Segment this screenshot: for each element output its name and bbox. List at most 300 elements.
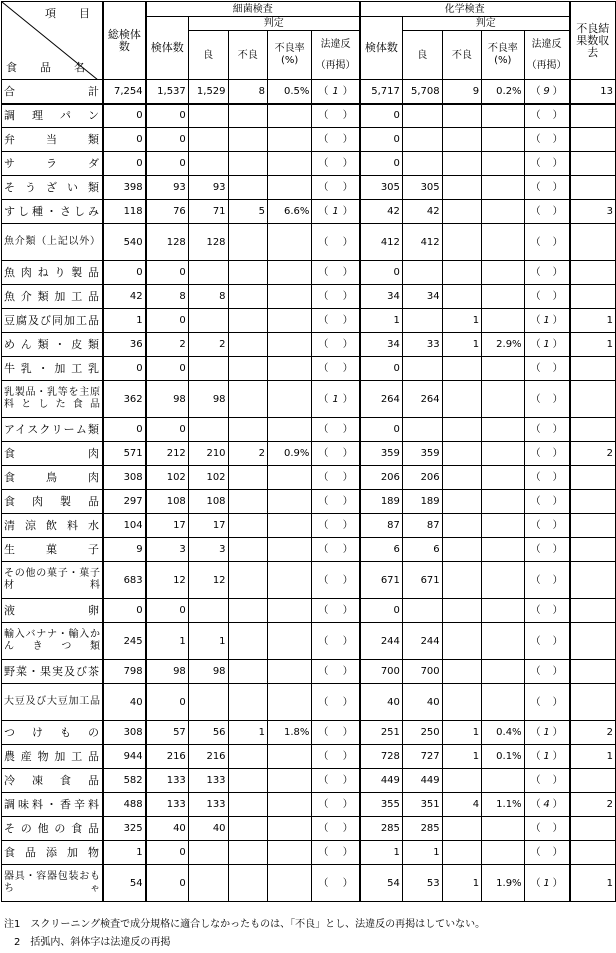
food-name: 調味料・香辛料 — [2, 793, 104, 817]
table-row — [2, 381, 616, 418]
total-label: 合計 — [2, 80, 104, 104]
result-cell: 1 — [570, 309, 616, 333]
c-bad-cell — [442, 285, 481, 309]
b-n-cell: 0 — [146, 128, 189, 152]
paren-wrapper: （ ） — [530, 236, 563, 248]
b-n-cell: 0 — [146, 104, 189, 128]
b-rate-cell — [267, 285, 311, 309]
c-bad-cell — [442, 538, 481, 562]
c-viol-cell — [524, 562, 570, 599]
c-viol-cell — [524, 152, 570, 176]
c-good-cell: 351 — [402, 793, 442, 817]
total-c-n: 5,717 — [360, 80, 403, 104]
result-cell — [570, 224, 616, 261]
b-bad-cell — [228, 466, 267, 490]
table-row — [2, 261, 616, 285]
c-bad-cell — [442, 442, 481, 466]
table-row — [2, 660, 616, 684]
total-cell: 0 — [103, 261, 146, 285]
b-viol-cell — [312, 817, 360, 841]
paren-wrapper: （ ） — [530, 291, 563, 302]
result-cell — [570, 817, 616, 841]
c-bad-cell: 1 — [442, 865, 481, 902]
b-viol-cell — [312, 152, 360, 176]
table-row — [2, 152, 616, 176]
total-cell: 54 — [103, 865, 146, 902]
c-n-cell: 1 — [360, 841, 403, 865]
footnotes — [4, 916, 485, 952]
b-good-cell — [188, 841, 228, 865]
c-n-cell: 700 — [360, 660, 403, 684]
c-n-cell: 1 — [360, 309, 403, 333]
b-good-cell — [188, 684, 228, 721]
c-good-cell — [402, 599, 442, 623]
b-viol-cell — [312, 285, 360, 309]
c-good-cell: 53 — [402, 865, 442, 902]
table-row — [2, 865, 616, 902]
total-cell: 40 — [103, 684, 146, 721]
c-bad-cell: 1 — [442, 721, 481, 745]
paren-wrapper: （ ） — [318, 110, 353, 122]
bacteria-good-header: 良 — [188, 31, 228, 80]
b-n-cell: 0 — [146, 684, 189, 721]
b-viol-cell — [312, 466, 360, 490]
c-bad-cell — [442, 841, 481, 865]
c-viol-cell — [524, 466, 570, 490]
b-good-cell — [188, 418, 228, 442]
bacteria-judgement-header: 判定 — [188, 17, 359, 31]
paren-wrapper: （ ） — [530, 424, 563, 435]
table-row — [2, 285, 616, 309]
c-viol-cell — [524, 660, 570, 684]
b-good-cell: 216 — [188, 745, 228, 769]
c-good-cell: 671 — [402, 562, 442, 599]
b-n-cell: 0 — [146, 357, 189, 381]
c-bad-cell — [442, 817, 481, 841]
result-cell — [570, 684, 616, 721]
total-b-viol-value: 1 — [332, 85, 339, 97]
chemical-rate-header: 不良率(%) — [482, 31, 525, 80]
result-cell — [570, 769, 616, 793]
b-n-cell: 133 — [146, 769, 189, 793]
total-cell: 308 — [103, 466, 146, 490]
b-good-cell: 17 — [188, 514, 228, 538]
footnote-1: 注1 スクリーニング検査で成分規格に適合しなかったものは、「不良」とし、法違反の再掲はしていない。 — [4, 919, 486, 930]
paren-wrapper: （ ） — [530, 775, 563, 786]
c-rate-cell — [482, 490, 525, 514]
b-bad-cell — [228, 769, 267, 793]
total-cell: 0 — [103, 104, 146, 128]
paren-wrapper: （ 1 ） — [318, 393, 353, 405]
b-rate-cell: 6.6% — [267, 200, 311, 224]
food-name: 器具・容器包装おもちゃ — [2, 865, 104, 902]
paren-wrapper: （ ） — [318, 158, 353, 169]
corner-item-label: 項 目 — [45, 7, 96, 20]
violation-count: 1 — [543, 727, 550, 738]
c-n-cell: 285 — [360, 817, 403, 841]
c-viol-cell — [524, 104, 570, 128]
b-viol-cell — [312, 599, 360, 623]
b-rate-cell — [267, 660, 311, 684]
b-good-cell: 102 — [188, 466, 228, 490]
c-rate-cell: 1.9% — [482, 865, 525, 902]
paren-wrapper: （ ） — [530, 267, 563, 278]
food-name: すし種・さしみ — [2, 200, 104, 224]
c-bad-cell — [442, 599, 481, 623]
total-cell: 0 — [103, 152, 146, 176]
b-n-cell: 2 — [146, 333, 189, 357]
table-row — [2, 357, 616, 381]
corner-header-cell — [2, 2, 104, 80]
bacteria-group-header: 細菌検査 — [146, 2, 360, 17]
c-rate-cell — [482, 285, 525, 309]
b-viol-cell — [312, 490, 360, 514]
b-good-cell — [188, 261, 228, 285]
c-rate-cell — [482, 841, 525, 865]
c-n-cell: 359 — [360, 442, 403, 466]
b-n-cell: 98 — [146, 660, 189, 684]
b-viol-cell — [312, 769, 360, 793]
b-viol-cell — [312, 623, 360, 660]
food-name: つけもの — [2, 721, 104, 745]
c-good-cell: 40 — [402, 684, 442, 721]
c-good-cell: 33 — [402, 333, 442, 357]
b-rate-cell — [267, 490, 311, 514]
paren-wrapper: （ ） — [530, 472, 563, 483]
table-row — [2, 538, 616, 562]
violation-count: 1 — [332, 206, 339, 217]
table-row — [2, 562, 616, 599]
result-cell — [570, 104, 616, 128]
total-c-viol-value: 9 — [543, 85, 550, 97]
c-viol-cell — [524, 261, 570, 285]
food-name: 牛乳・加工乳 — [2, 357, 104, 381]
table-row — [2, 309, 616, 333]
b-good-cell: 3 — [188, 538, 228, 562]
total-cell: 540 — [103, 224, 146, 261]
paren-wrapper: （ ） — [530, 158, 563, 169]
c-n-cell: 42 — [360, 200, 403, 224]
table-row — [2, 623, 616, 660]
chemical-inspected-header: 検体数 — [360, 17, 403, 80]
c-n-cell: 0 — [360, 261, 403, 285]
c-n-cell: 206 — [360, 466, 403, 490]
c-viol-cell — [524, 309, 570, 333]
food-name: 液卵 — [2, 599, 104, 623]
c-viol-cell — [524, 285, 570, 309]
b-good-cell — [188, 128, 228, 152]
b-rate-cell — [267, 152, 311, 176]
c-bad-cell — [442, 660, 481, 684]
chemical-judgement-header: 判定 — [402, 17, 569, 31]
c-good-cell — [402, 152, 442, 176]
c-good-cell — [402, 128, 442, 152]
b-bad-cell — [228, 418, 267, 442]
b-bad-cell — [228, 104, 267, 128]
b-good-cell — [188, 152, 228, 176]
chemical-violation-label: 法違反 — [531, 39, 562, 50]
total-cell: 398 — [103, 176, 146, 200]
total-cell: 325 — [103, 817, 146, 841]
food-name: 乳製品・乳等を主原料とした食品 — [2, 381, 104, 418]
b-viol-cell — [312, 418, 360, 442]
c-viol-cell — [524, 538, 570, 562]
c-good-cell — [402, 309, 442, 333]
b-rate-cell — [267, 381, 311, 418]
food-name: その他の食品 — [2, 817, 104, 841]
paren-wrapper: （ ） — [318, 799, 353, 810]
total-cell: 362 — [103, 381, 146, 418]
b-rate-cell — [267, 769, 311, 793]
violation-count: 1 — [543, 339, 550, 350]
c-n-cell: 87 — [360, 514, 403, 538]
total-cell: 0 — [103, 418, 146, 442]
c-bad-cell — [442, 514, 481, 538]
c-rate-cell — [482, 261, 525, 285]
food-name: 食鳥肉 — [2, 466, 104, 490]
paren-wrapper: （ ） — [318, 472, 353, 483]
total-b-rate: 0.5% — [267, 80, 311, 104]
food-name: 生菓子 — [2, 538, 104, 562]
result-cell — [570, 418, 616, 442]
b-bad-cell — [228, 684, 267, 721]
c-good-cell: 285 — [402, 817, 442, 841]
c-n-cell: 355 — [360, 793, 403, 817]
result-cell — [570, 490, 616, 514]
b-good-cell: 40 — [188, 817, 228, 841]
total-cell: 798 — [103, 660, 146, 684]
b-bad-cell — [228, 490, 267, 514]
b-n-cell: 8 — [146, 285, 189, 309]
c-bad-cell: 1 — [442, 745, 481, 769]
paren-wrapper: （ ） — [318, 635, 353, 647]
b-good-cell: 210 — [188, 442, 228, 466]
b-rate-cell — [267, 745, 311, 769]
c-bad-cell: 1 — [442, 333, 481, 357]
b-viol-cell — [312, 745, 360, 769]
paren-wrapper: （ ） — [318, 727, 353, 738]
paren-wrapper: （ ） — [530, 134, 563, 145]
b-rate-cell — [267, 684, 311, 721]
c-viol-cell — [524, 333, 570, 357]
total-row — [2, 80, 616, 104]
c-n-cell: 449 — [360, 769, 403, 793]
b-good-cell: 12 — [188, 562, 228, 599]
c-rate-cell — [482, 769, 525, 793]
paren-wrapper: （ ） — [318, 291, 353, 302]
paren-wrapper: （ ） — [530, 544, 563, 555]
bacteria-violation-label: 法違反 — [320, 39, 351, 50]
paren-wrapper: （ ） — [318, 315, 353, 326]
c-rate-cell — [482, 623, 525, 660]
b-rate-cell — [267, 514, 311, 538]
table-row — [2, 466, 616, 490]
table-row — [2, 490, 616, 514]
b-viol-cell — [312, 309, 360, 333]
chemical-repost-label: （再掲） — [526, 60, 567, 71]
b-n-cell: 93 — [146, 176, 189, 200]
table-row — [2, 200, 616, 224]
b-bad-cell — [228, 817, 267, 841]
table-row — [2, 418, 616, 442]
b-viol-cell — [312, 128, 360, 152]
c-n-cell: 189 — [360, 490, 403, 514]
food-name: 食肉製品 — [2, 490, 104, 514]
b-n-cell: 0 — [146, 261, 189, 285]
total-cell: 104 — [103, 514, 146, 538]
result-cell — [570, 176, 616, 200]
total-c-bad: 9 — [442, 80, 481, 104]
table-row — [2, 841, 616, 865]
food-name: 大豆及び大豆加工品 — [2, 684, 104, 721]
c-n-cell: 305 — [360, 176, 403, 200]
c-good-cell: 305 — [402, 176, 442, 200]
result-cell: 2 — [570, 442, 616, 466]
c-n-cell: 0 — [360, 152, 403, 176]
c-rate-cell — [482, 309, 525, 333]
c-good-cell: 250 — [402, 721, 442, 745]
b-bad-cell: 5 — [228, 200, 267, 224]
b-rate-cell — [267, 538, 311, 562]
b-good-cell: 108 — [188, 490, 228, 514]
b-n-cell: 102 — [146, 466, 189, 490]
bacteria-inspected-header: 検体数 — [146, 17, 189, 80]
b-bad-cell — [228, 660, 267, 684]
food-name: その他の菓子・菓子材料 — [2, 562, 104, 599]
table-row — [2, 442, 616, 466]
c-good-cell — [402, 357, 442, 381]
c-bad-cell — [442, 490, 481, 514]
c-bad-cell — [442, 224, 481, 261]
result-cell: 2 — [570, 793, 616, 817]
b-n-cell: 133 — [146, 793, 189, 817]
b-n-cell: 3 — [146, 538, 189, 562]
c-good-cell: 449 — [402, 769, 442, 793]
c-viol-cell — [524, 224, 570, 261]
b-bad-cell — [228, 381, 267, 418]
c-viol-cell — [524, 442, 570, 466]
c-n-cell: 0 — [360, 128, 403, 152]
paren-wrapper: （ 1 ） — [530, 727, 563, 738]
paren-wrapper: （ ） — [318, 666, 353, 677]
paren-wrapper: （ ） — [318, 520, 353, 531]
c-rate-cell — [482, 357, 525, 381]
c-bad-cell — [442, 466, 481, 490]
table-row — [2, 745, 616, 769]
c-good-cell — [402, 261, 442, 285]
b-viol-cell — [312, 381, 360, 418]
b-bad-cell — [228, 745, 267, 769]
b-n-cell: 40 — [146, 817, 189, 841]
c-rate-cell — [482, 200, 525, 224]
violation-count: 1 — [332, 393, 339, 405]
b-bad-cell — [228, 562, 267, 599]
table-row — [2, 104, 616, 128]
c-rate-cell — [482, 224, 525, 261]
c-viol-cell — [524, 418, 570, 442]
c-bad-cell — [442, 381, 481, 418]
table-row — [2, 817, 616, 841]
c-viol-cell — [524, 623, 570, 660]
b-bad-cell: 1 — [228, 721, 267, 745]
paren-wrapper: （ ） — [530, 393, 563, 405]
paren-wrapper: （ ） — [318, 751, 353, 762]
food-name: 豆腐及び同加工品 — [2, 309, 104, 333]
b-good-cell: 93 — [188, 176, 228, 200]
paren-wrapper: （ 1 ） — [530, 339, 563, 350]
c-good-cell — [402, 104, 442, 128]
food-name: そうざい類 — [2, 176, 104, 200]
total-cell: 36 — [103, 333, 146, 357]
c-good-cell: 412 — [402, 224, 442, 261]
b-n-cell: 0 — [146, 841, 189, 865]
c-viol-cell — [524, 200, 570, 224]
paren-wrapper: （ ） — [318, 823, 353, 834]
c-n-cell: 34 — [360, 333, 403, 357]
paren-wrapper: （ ） — [530, 605, 563, 616]
c-good-cell: 1 — [402, 841, 442, 865]
b-good-cell — [188, 357, 228, 381]
b-viol-cell — [312, 538, 360, 562]
table-row — [2, 684, 616, 721]
paren-wrapper: （ ） — [318, 134, 353, 145]
c-good-cell: 206 — [402, 466, 442, 490]
c-viol-cell — [524, 865, 570, 902]
b-n-cell: 216 — [146, 745, 189, 769]
table-row — [2, 224, 616, 261]
paren-wrapper: （ 1 ） — [530, 877, 563, 889]
c-good-cell: 244 — [402, 623, 442, 660]
c-rate-cell — [482, 381, 525, 418]
c-bad-cell — [442, 562, 481, 599]
paren-wrapper: （ ） — [318, 544, 353, 555]
c-rate-cell — [482, 442, 525, 466]
paren-wrapper: （ 1 ） — [530, 315, 563, 326]
result-cell — [570, 660, 616, 684]
c-rate-cell — [482, 817, 525, 841]
b-rate-cell — [267, 128, 311, 152]
b-viol-cell — [312, 224, 360, 261]
b-bad-cell — [228, 599, 267, 623]
c-n-cell: 6 — [360, 538, 403, 562]
c-bad-cell — [442, 418, 481, 442]
c-n-cell: 251 — [360, 721, 403, 745]
c-rate-cell — [482, 599, 525, 623]
table-row — [2, 128, 616, 152]
b-rate-cell — [267, 793, 311, 817]
total-cell: 0 — [103, 599, 146, 623]
b-n-cell: 0 — [146, 152, 189, 176]
paren-wrapper: （ ） — [318, 574, 353, 586]
c-viol-cell — [524, 769, 570, 793]
c-n-cell: 54 — [360, 865, 403, 902]
b-good-cell: 8 — [188, 285, 228, 309]
b-viol-cell — [312, 562, 360, 599]
b-bad-cell — [228, 623, 267, 660]
paren-wrapper: （ ） — [318, 267, 353, 278]
bacteria-rate-header: 不良率(%) — [267, 31, 311, 80]
b-bad-cell — [228, 285, 267, 309]
b-bad-cell — [228, 865, 267, 902]
b-rate-cell — [267, 104, 311, 128]
b-rate-cell — [267, 562, 311, 599]
paren-wrapper: （ ） — [318, 847, 353, 858]
c-bad-cell — [442, 769, 481, 793]
b-rate-cell — [267, 466, 311, 490]
food-name: 弁当類 — [2, 128, 104, 152]
b-good-cell: 1 — [188, 623, 228, 660]
result-cell — [570, 381, 616, 418]
